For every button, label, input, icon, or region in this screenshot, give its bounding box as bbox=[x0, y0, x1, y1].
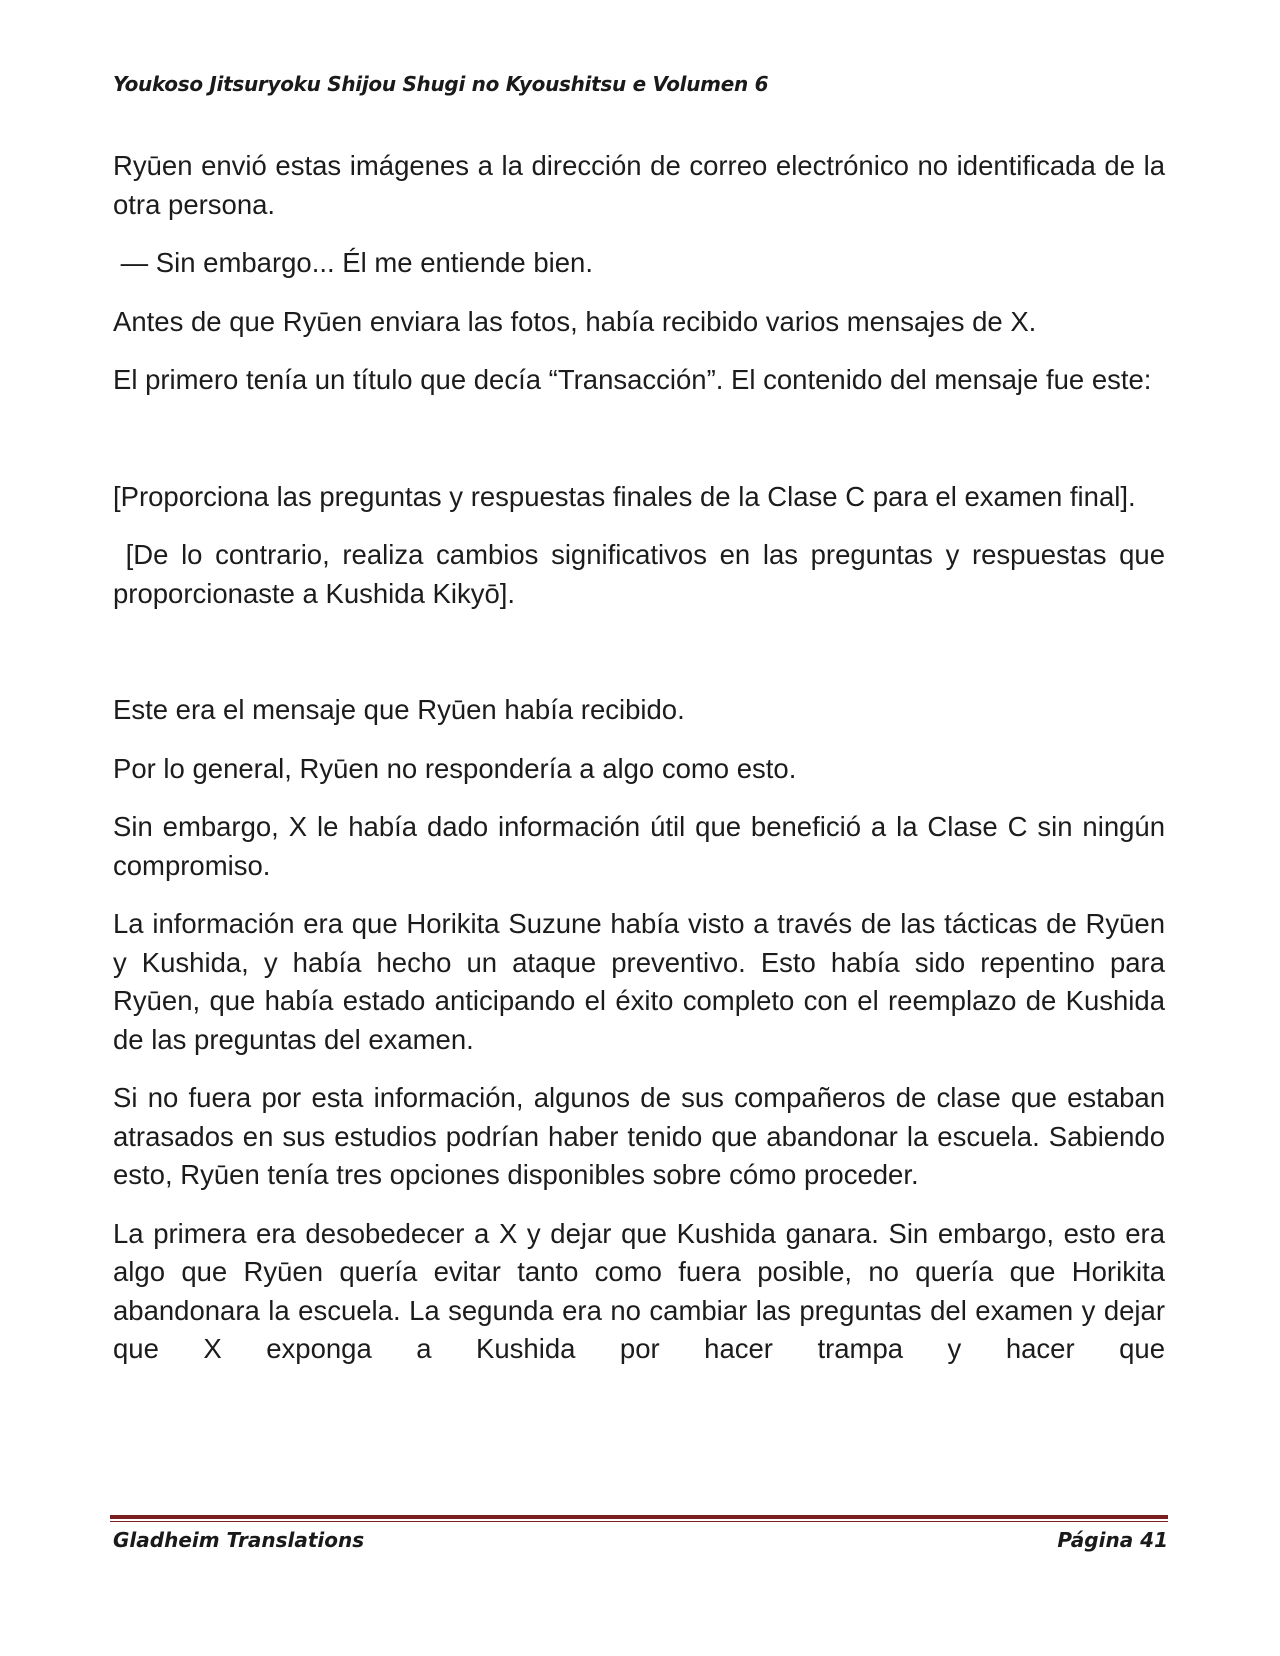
quoted-message: [De lo contrario, realiza cambios significativos en las preguntas y respuestas que proporcionaste a Kushida Kikyō]. bbox=[113, 539, 1173, 609]
paragraph: La información era que Horikita Suzune había visto a través de las tácticas de Ryūen y Kushida, y había hecho un ataque preventivo. Esto había sido repentino para Ryūen, que había estado anticipando el éxito completo con el reemplazo de Kushida de las preguntas del examen. bbox=[113, 908, 1165, 1055]
paragraph: — Sin embargo... Él me entiende bien. bbox=[113, 247, 593, 278]
paragraph: Si no fuera por esta información, algunos de sus compañeros de clase que estaban atrasados en sus estudios podrían haber tenido que abandonar la escuela. Sabiendo esto, Ryūen tenía tres opciones disponibles sobre cómo proceder. bbox=[113, 1082, 1165, 1190]
footer-publisher: Gladheim Translations bbox=[113, 1528, 365, 1552]
blank-space bbox=[113, 633, 1165, 691]
paragraph: Antes de que Ryūen enviara las fotos, había recibido varios mensajes de X. bbox=[113, 305, 1037, 337]
footer-divider bbox=[110, 1515, 1168, 1522]
page-body bbox=[113, 147, 1173, 1389]
paragraph: Ryūen envió estas imágenes a la dirección de correo electrónico no identificada de la otra persona. bbox=[113, 150, 1165, 220]
running-header: Youkoso Jitsuryoku Shijou Shugi no Kyoushitsu e Volumen 6 bbox=[113, 72, 769, 96]
blank-space bbox=[113, 420, 1165, 478]
quoted-message: [Proporciona las preguntas y respuestas finales de la Clase C para el examen final]. bbox=[113, 480, 1136, 512]
paragraph: Por lo general, Ryūen no respondería a algo como esto. bbox=[113, 752, 797, 784]
footer-divider-thin bbox=[110, 1521, 1168, 1522]
paragraph: Este era el mensaje que Ryūen había recibido. bbox=[113, 694, 685, 725]
paragraph: El primero tenía un título que decía “Transacción”. El contenido del mensaje fue este: bbox=[113, 364, 1152, 395]
paragraph: La primera era desobedecer a X y dejar que Kushida ganara. Sin embargo, esto era algo que Ryūen quería evitar tanto como fuera posible, no quería que Horikita abandonara la escuela. La segunda era no cambiar las preguntas del examen y dejar que X exponga a Kushida por hacer trampa y hacer que bbox=[113, 1217, 1165, 1364]
paragraph: Sin embargo, X le había dado información útil que benefició a la Clase C sin ningún compromiso. bbox=[113, 811, 1165, 881]
page-number: Página 41 bbox=[1057, 1528, 1168, 1552]
